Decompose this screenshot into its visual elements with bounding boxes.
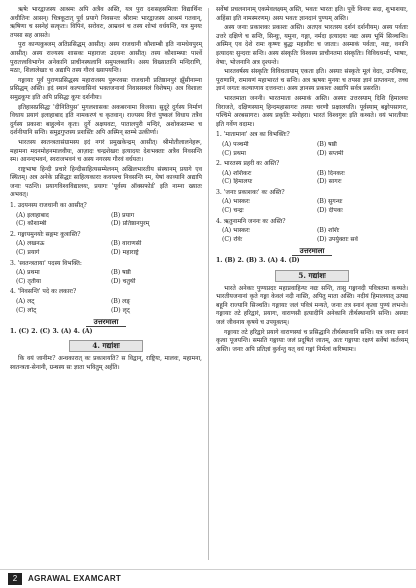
left-question-3 xyxy=(10,260,202,287)
left-paragraph-6: राष्ट्रभाषा हिन्दी प्रचारे हिन्दीसाहित्यसम्मेलनम् अखिलभारतीय संस्थानम् प्रयागे एव स्थितम्। अत्र अनेके प्रसिद्धाः साहित्यकाराः कवयश्च निवसन्ति स्म, येषां काव्यानि अद्यापि जनाः पठन्ति। प्रयागविश्वविद्यालयः, प्रयागः 'पूर्वस्य ऑक्सफोर्ड' इति नाम्ना ख्यातः अभवत्। xyxy=(10,165,202,199)
column-divider xyxy=(208,8,209,560)
brand-name: AGRAWAL EXAMCART xyxy=(28,574,122,583)
answer-key-heading: उत्तरमाला xyxy=(216,247,408,256)
option-c: (C) लोट् xyxy=(16,306,37,314)
left-paragraph-2: पुरा कान्यकुब्जम् अतिप्रसिद्धम् आसीत्। अस्य राजधानी कौशाम्बी इति नामधेयपुरम् आसीत्। अस्य राज्यस्य शासकः महाराजः उदयनः आसीत्। तस्य कौशाम्ब्याः पार्श्वे पुरातत्त्वविभागेन अनेकानि प्राचीनस्थलानि समुपलब्धानि। अस्य विख्यातानि मन्दिराणि, मठाः, शिलालेखाः च अद्यापि तस्य गौरवं ख्यापयन्ति। xyxy=(10,41,202,75)
option-c: (C) प्रयागे xyxy=(16,249,40,257)
option-d: (D) चतुर्थी xyxy=(111,277,136,285)
right-question-1 xyxy=(216,131,408,158)
section-heading: 4. गद्यांशः xyxy=(69,340,143,352)
option-a: (A) भास्करः xyxy=(222,198,250,206)
question-text: 2. गङ्गायमुनयोः सङ्गमः कुत्रास्ति? xyxy=(10,230,81,238)
right-question-4 xyxy=(216,218,408,245)
option-c: (C) कौशाम्बी xyxy=(16,220,47,228)
left-paragraph-1: ऋषेः भारद्वाजस्य आश्रमः अपि अत्रैव अस्ति, यत्र पुरा दशसहस्रमिताः विद्यार्थिनः अधीतिनः आसन्। चित्रकूटात् पूर्वं प्रयागे निवसन्तः श्रीरामः भारद्वाजस्य आश्रमं गतवान्, ऋषिणा च सस्नेहं सत्कृतः। विपिनं, सरोवरः, आम्रवनं च तस्य शोभां वर्धयन्ति, यत्र मुनयः तपसा सह आसते। xyxy=(10,6,202,39)
right-paragraph-2: अस्य जनाः प्रकाशकः प्रकाशः अस्ति। अतएव भारतस्य दर्शनं दर्शनीयम्। अस्य पर्वताः उत्तरे दक्षिणे च सन्ति, सिन्धुः, यमुना, गङ्गा, नर्मदा इत्यादयः नद्यः अस्य भूमिं सिञ्चन्ति। अस्मिन् एव देशे रामः कृष्णः बुद्धः महावीरः च जाताः। अस्माकं पर्वताः, नद्यः, वनानि इत्यादयः सुन्दराः सन्ति। अस्य संस्कृतिः विश्वस्य प्राचीनतमा संस्कृतिः। विविधधर्माः, भाषाः, वेषाः, भोजनानि अत्र दृश्यन्ते। xyxy=(216,24,408,66)
option-d: (D) दीपकः xyxy=(317,207,343,215)
left-question-4 xyxy=(10,288,202,315)
page-footer xyxy=(0,569,416,588)
option-c: (C) प्रथमा xyxy=(222,149,246,157)
option-a: (A) लट् xyxy=(16,298,35,305)
option-a: (A) शशिकरः xyxy=(222,169,252,177)
question-text: 3. 'जनाः प्रकाशकः' कः अस्ति? xyxy=(216,188,285,196)
right-paragraph-4: भारतमाता जननी। भारतमाता अस्माकं अस्ति। अस्याः उत्तरस्याम् दिशि हिमालयः विराजते, दक्षिणस्याम् हिन्दमहासागरः तस्याः चरणौ प्रक्षालयति। पूर्वस्याम् बङ्गोपसागरः, पश्चिमे अरबसागरः। अस्य प्रकृतिः मनोहरा। भारतं विश्वगुरुः इति कथ्यते। वयं भारतीयाः इति गर्वेण वदामः। xyxy=(216,94,408,128)
right-paragraph-3: भारतवर्षस्य संस्कृतिः विविधतायाम् एकता इति। अस्याः संस्कृतेः मूलं वेदाः, उपनिषदः, पुराणानि, रामायणं महाभारतं च सन्ति। अत्र ऋषयः मुनयः च तपसा ज्ञानं प्राप्तवन्तः, तच्च ज्ञानं जगतः कल्याणाय दत्तवन्तः। अस्य ज्ञानस्य प्रकाशः अद्यापि सर्वत्र प्रसरति। xyxy=(216,68,408,93)
option-d: (D) उपर्युक्ताः सर्वे xyxy=(317,235,358,243)
option-d: (D) लृट् xyxy=(111,306,130,314)
left-paragraph-3: गङ्गायाः पूर्वं पुराणप्रसिद्धस्य महाराजस्य पुरूरवसः राजधानी प्रतिष्ठानपुरं झूँसीनाम्ना प्रसिद्धम् अस्ति। इदं स्थानं कल्पवासिनां भक्तजनानां निवासस्थलं विशेषम्। अत्र विशालः समुद्रकूपः इति अपि प्रसिद्धः कूपः दर्शनीयः। xyxy=(10,76,202,101)
left-question-2 xyxy=(10,231,202,258)
option-b: (B) प्रयाग xyxy=(111,211,135,219)
left-paragraph-7: कि वयं जानीमः? अन्धकारात् कः प्रकाशयति? स विद्वान्, राष्ट्रियः, मालवः, महामना, स्वतन्त्रता-सेनानी, ग्रन्थस्य सः ज्ञाता भवितुम् अर्हति। xyxy=(10,355,202,371)
option-c: (C) तृतीया xyxy=(16,277,41,285)
right-column xyxy=(216,6,408,355)
option-b: (B) शशिः xyxy=(317,227,340,235)
option-b: (B) षष्ठी xyxy=(111,269,131,277)
question-text: 1. 'मातामाना' अत्र का विभक्तिः? xyxy=(216,131,290,139)
option-d: (D) सागरः xyxy=(317,178,342,186)
option-a: (A) पञ्चमी xyxy=(222,140,249,148)
right-question-2 xyxy=(216,160,408,187)
right-paragraph-6: गङ्गायाः तटे हरिद्वारे प्रयागे वाराणस्यां च प्रसिद्धानि तीर्थस्थानानि सन्ति। यत्र जनाः स्नानं कृत्वा पूजयन्ति। सम्प्रति गङ्गायाः जलं प्रदूषितं जातम्, अतः गङ्गायाः रक्षणं सर्वेषां कर्तव्यम् अस्ति। जनाः अपि प्रतिज्ञां कुर्वन्तु यत् वयं गङ्गां निर्मलां करिष्यामः। xyxy=(216,328,408,353)
answer-key: 1. (C) 2. (C) 3. (A) 4. (A) xyxy=(10,327,93,335)
left-paragraph-5: भारतस्य स्वतन्त्रतासंग्रामस्य इदं नगरं प्रमुखकेन्द्रम् आसीत्। श्रीमोतीलालनेहरू, महामना मदनमोहनमालवीयः, आज़ादः चन्द्रशेखरः इत्यादयः देशभक्ताः अत्रैव निवसन्ति स्म। आनन्दभवनं, स्वराजभवनं च अस्य नगरस्य गौरवं वर्धयतः। xyxy=(10,138,202,164)
option-d: (D) सप्तमी xyxy=(317,149,344,157)
option-b: (B) लङ् xyxy=(111,298,131,305)
option-a: (A) भास्करः xyxy=(222,227,250,235)
option-b: (B) सुगन्धः xyxy=(317,198,343,206)
left-question-1 xyxy=(10,202,202,229)
option-b: (B) षष्ठी xyxy=(317,140,337,148)
option-b: (B) दिनकरः xyxy=(317,169,345,177)
answer-key: 1. (B) 2. (B) 3. (A) 4. (D) xyxy=(216,257,300,265)
option-d: (D) प्रतिष्ठानपुरम् xyxy=(111,220,150,228)
option-d: (D) महाराष्ट्रे xyxy=(111,249,139,257)
option-c: (C) हिमालयः xyxy=(222,178,253,186)
right-paragraph-5: भारते अनेकाः पुण्यप्रदाः महाप्रवाहिन्यः नद्यः सन्ति, तासु गङ्गानदी पवित्रतमा कथ्यते। भारतीयजनानां कृते गङ्गा केवलं नदी नास्ति, अपितु माता अस्ति। नदीयं हिमालयात् उत्पद्य बहूनि राज्यानि सिञ्चति। गङ्गायाः जलं पवित्रं मन्यते, जनाः तत्र स्नानं कृत्वा पुण्यं लभन्ते। गङ्गायाः तटे हरिद्वारं, प्रयागः, वाराणसी इत्यादीनि अनेकानि तीर्थस्थानानि सन्ति। अस्याः जलं जीवनाय कृषये च उपयुक्तम्। xyxy=(216,284,408,326)
option-a: (A) इलाहाबाद xyxy=(16,211,49,219)
left-paragraph-4: इतिहासप्रसिद्धः 'दीनितियुस' मुगलशासकः अकबरनामा विजया। सुदूरे दुर्गस्य निर्माणं विधाय प्रयागं इलाहाबाद इति नामकरणं च कृतवान्। राज्यस्य वित्तं पुष्कलं विधाय तत्रैव दुर्गस्य प्रकाशः बाहुल्येन कृतः। दुर्गे अक्षयवटः, पातालपुरी मन्दिरं, अशोकस्तम्भः च दर्शनीयानि सन्ति। समुद्रगुप्तस्य प्रशस्तिः अपि अस्मिन् स्तम्भे उत्कीर्णा। xyxy=(10,103,202,137)
left-column xyxy=(10,6,202,374)
right-paragraph-1: सर्वेषां प्रचलनानाम् एकमेवलक्ष्यम् अस्ति, भवतः भारतः इति। पूर्वेः विनयः सदा, शुभाशयाः, अहिंसा इति नामस्मरणम्। अस्य भवतः ज्ञानदानं पुण्यम् अस्ति। xyxy=(216,6,408,22)
option-c: (C) चन्द्रः xyxy=(222,207,244,215)
question-text: 4. 'निवसन्ति' पदे कः लकारः? xyxy=(10,288,77,296)
option-c: (C) रविः xyxy=(222,235,243,243)
page-number: 2 xyxy=(8,573,22,585)
section-heading: 5. गद्यांशः xyxy=(275,270,349,282)
option-a: (A) प्रथमा xyxy=(16,269,40,277)
option-a: (A) लखनऊ xyxy=(16,240,45,248)
question-text: 2. भारतस्य प्रहरी कः अस्ति? xyxy=(216,160,280,168)
question-text: 1. उदयनस्य राजधानी का आसीत्? xyxy=(10,202,87,210)
option-b: (B) वाराणसी xyxy=(111,240,142,248)
answer-key-heading: उत्तरमाला xyxy=(10,318,202,327)
question-text: 3. 'स्वतन्त्रताया' पदस्य विभक्ति: xyxy=(10,259,82,267)
question-text: 4. ऋतुनामनि जननः कः अस्ति? xyxy=(216,217,286,225)
right-question-3 xyxy=(216,189,408,216)
